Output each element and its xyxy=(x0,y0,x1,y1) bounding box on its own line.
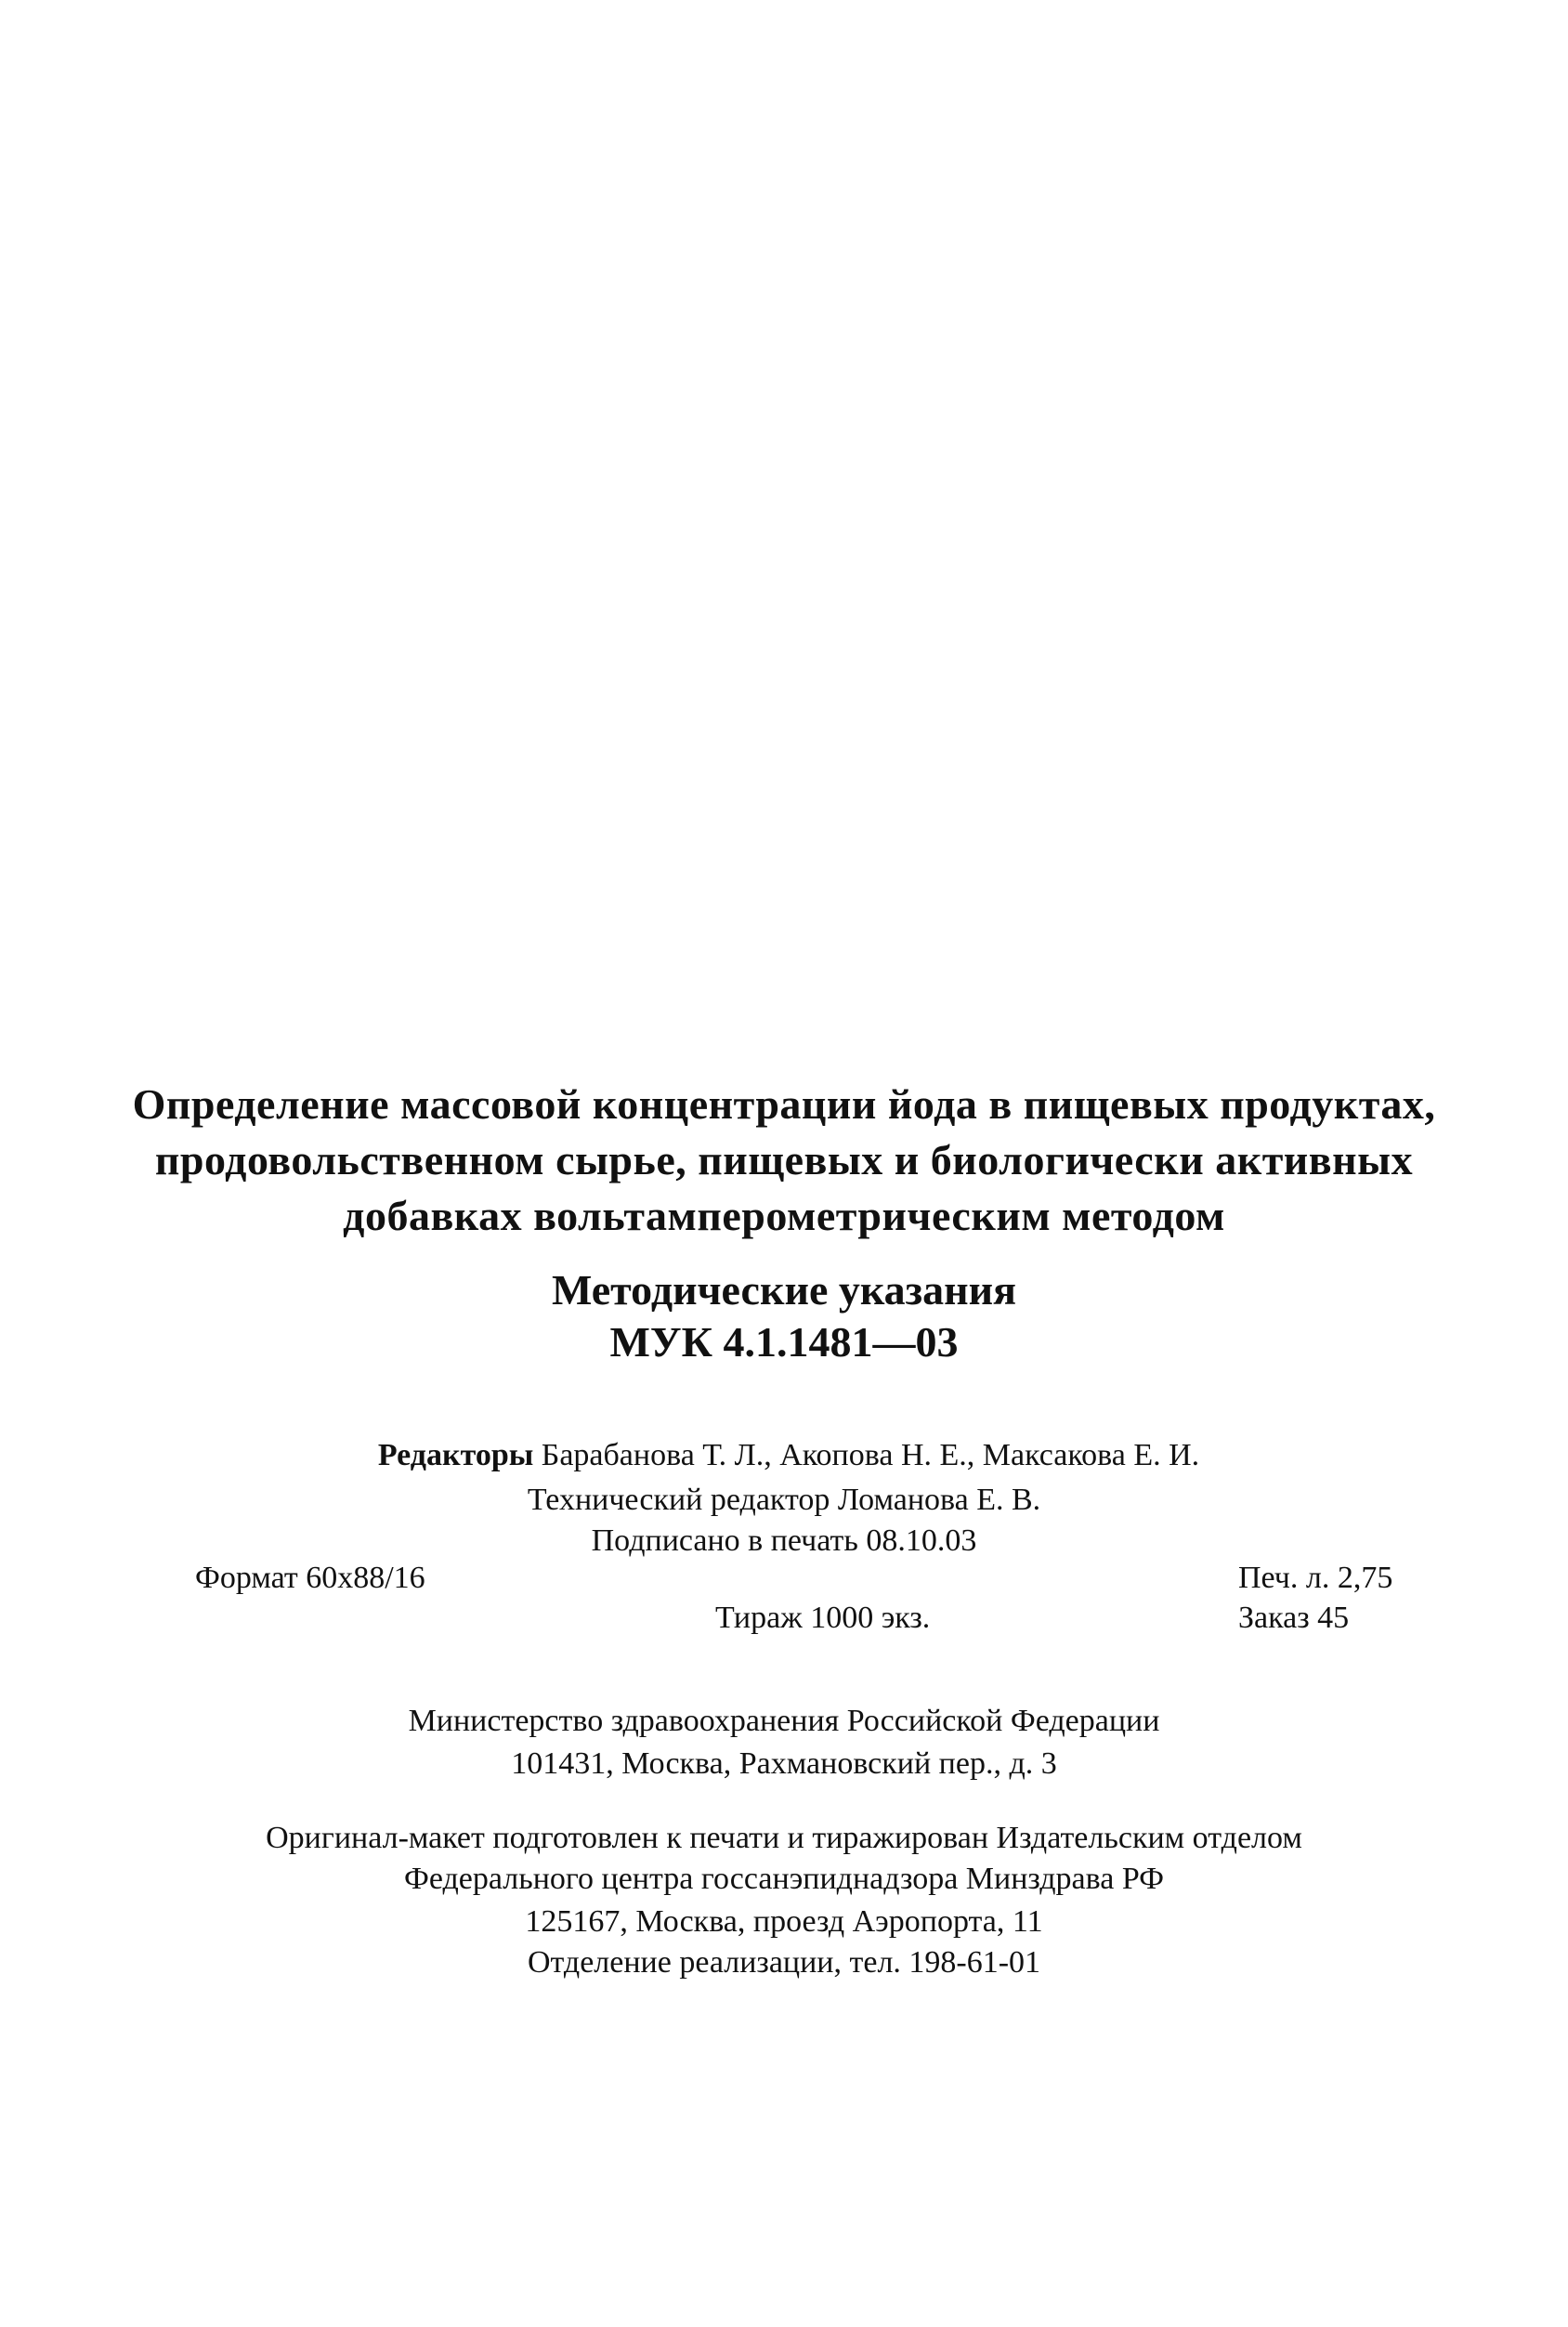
title-line-1: Определение массовой концентрации йода в пищевых продуктах, xyxy=(132,1080,1436,1128)
title-line-2: продовольственном сырье, пищевых и биологически активных xyxy=(154,1136,1414,1183)
print-sheets: Печ. л. 2,75 xyxy=(1238,1561,1393,1595)
editors-line xyxy=(0,1438,1568,1473)
publisher-address: 125167, Москва, проезд Аэропорта, 11 xyxy=(525,1904,1043,1939)
signed-date: Подписано в печать 08.10.03 xyxy=(591,1523,977,1558)
order-number: Заказ 45 xyxy=(1238,1601,1350,1635)
publisher-line-2: Федерального центра госсанэпиднадзора Минздрава РФ xyxy=(403,1862,1165,1896)
format-info: Формат 60x88/16 xyxy=(195,1561,425,1595)
publisher-line-1: Оригинал-макет подготовлен к печати и тиражирован Издательским отделом xyxy=(266,1821,1302,1855)
ministry-name: Министерство здравоохранения Российской Федерации xyxy=(408,1704,1160,1738)
sales-department: Отделение реализации, тел. 198-61-01 xyxy=(527,1945,1041,1980)
doc-type: Методические указания xyxy=(551,1266,1017,1314)
editors-label: Редакторы xyxy=(377,1438,534,1472)
title-line-3: добавках вольтамперометрическим методом xyxy=(343,1192,1225,1239)
ministry-address: 101431, Москва, Рахмановский пер., д. 3 xyxy=(511,1746,1057,1781)
editors-names: Барабанова Т. Л., Акопова Н. Е., Максакова Е. И. xyxy=(533,1438,1200,1472)
tech-editor: Технический редактор Ломанова Е. В. xyxy=(527,1483,1041,1517)
doc-number: МУК 4.1.1481—03 xyxy=(609,1318,959,1366)
circulation: Тираж 1000 экз. xyxy=(715,1601,931,1635)
